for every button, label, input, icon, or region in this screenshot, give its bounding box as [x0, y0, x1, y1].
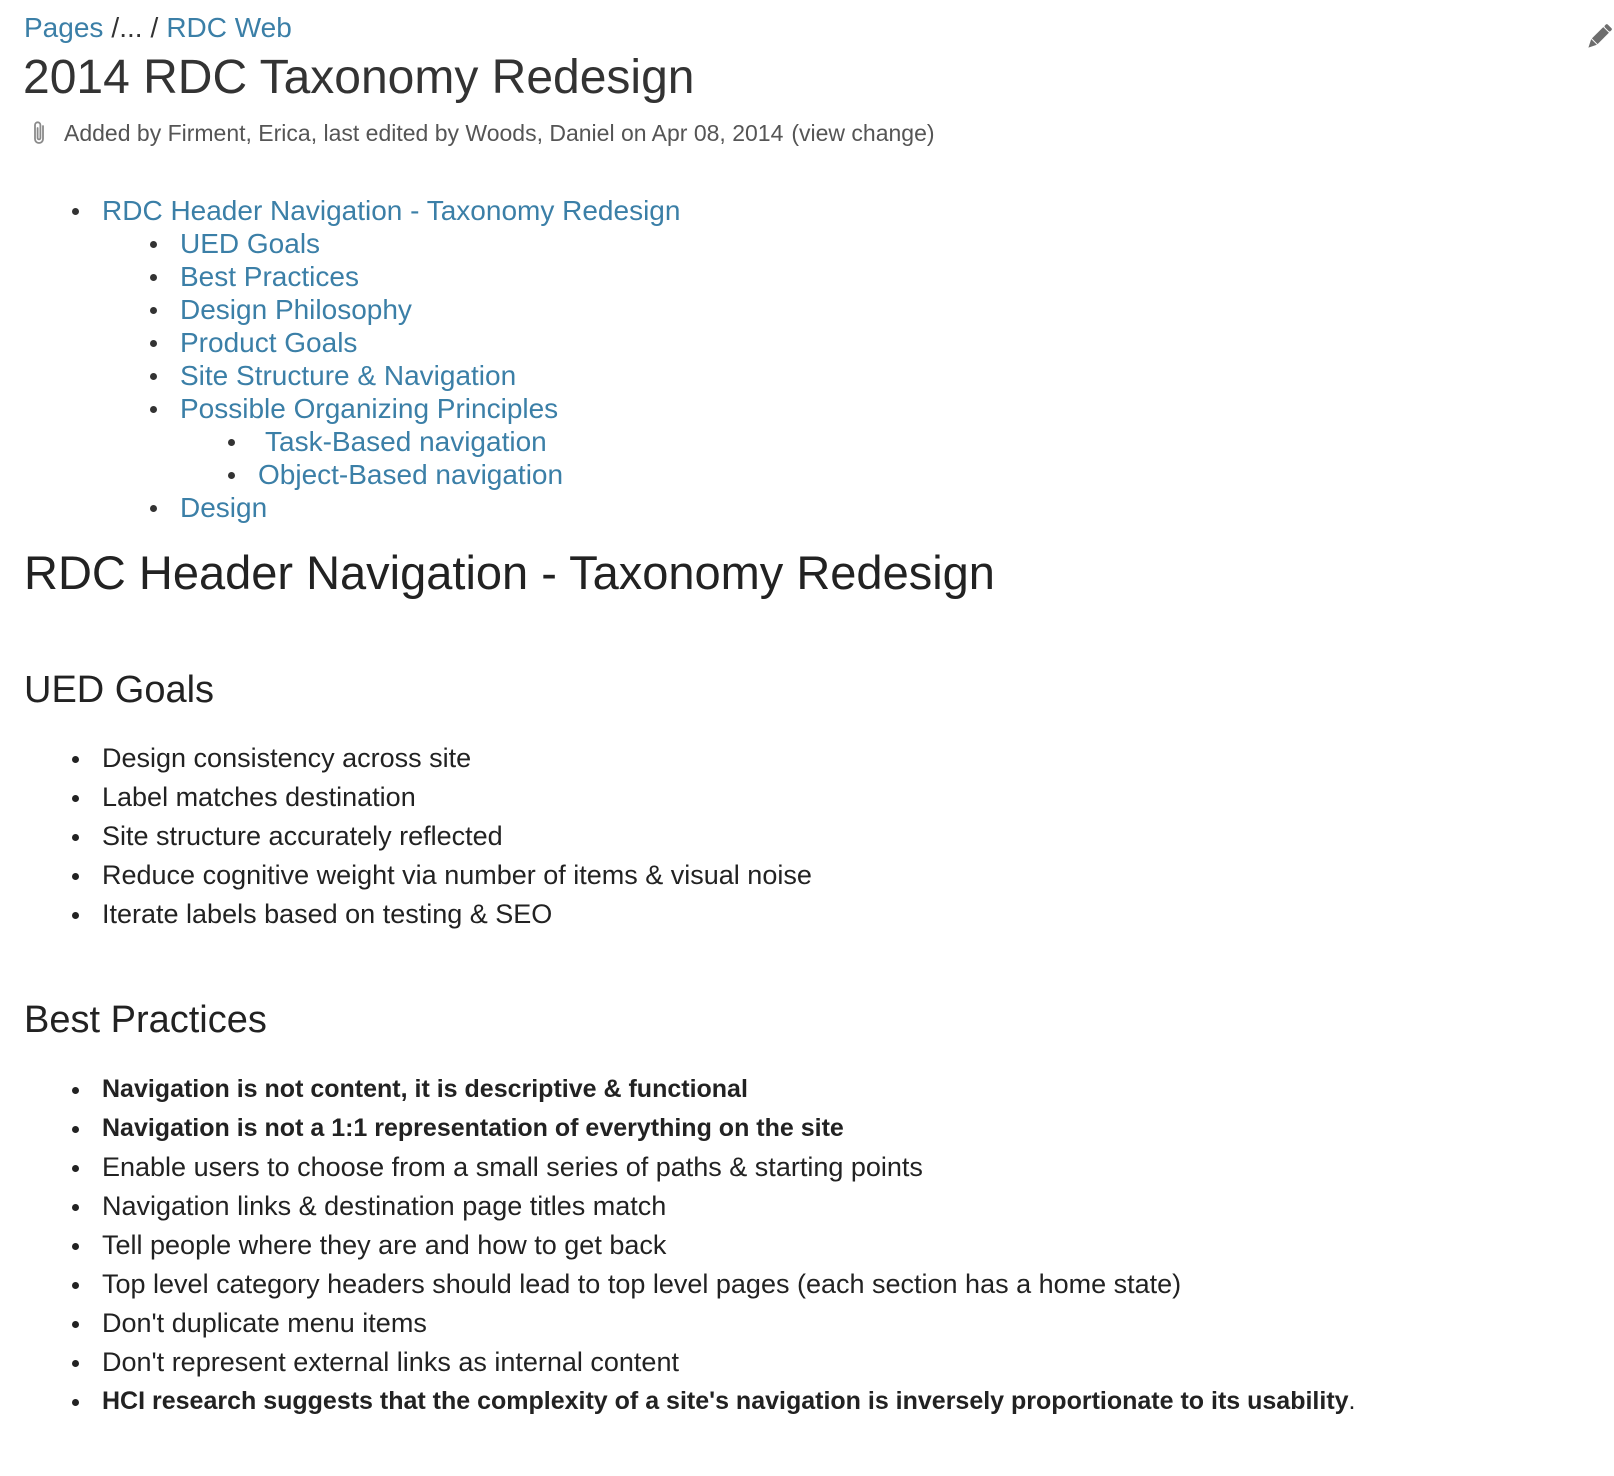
list-item-text: Label matches destination [102, 782, 416, 812]
bullet [150, 307, 157, 314]
list-item-text [102, 1109, 844, 1148]
list-item-text: Iterate labels based on testing & SEO [102, 899, 553, 929]
bullet [72, 1165, 79, 1172]
breadcrumb-rdc-web-link[interactable]: RDC Web [166, 12, 292, 43]
bullet [72, 1126, 79, 1133]
toc-link[interactable]: RDC Header Navigation - Taxonomy Redesign [102, 195, 681, 226]
list-item-text-content: Navigation is not content, it is descriptive & functional [102, 1075, 748, 1103]
page-metadata [30, 118, 935, 148]
toc-link[interactable]: Product Goals [180, 327, 358, 358]
breadcrumb-separator: / [111, 12, 120, 43]
breadcrumb [24, 10, 292, 46]
list-item-text: Site structure accurately reflected [102, 821, 503, 851]
bullet [72, 1204, 79, 1211]
bullet [150, 274, 157, 281]
list-item-text-content: Don't duplicate menu items [102, 1308, 427, 1338]
bullet [150, 373, 157, 380]
list-item-text-content: HCI research suggests that the complexity of a site's navigation is inversely proportionate to its usability [102, 1387, 1349, 1415]
breadcrumb-pages-link[interactable]: Pages [24, 12, 104, 43]
bullet [72, 1321, 79, 1328]
list-item-text-content: Enable users to choose from a small series of paths & starting points [102, 1152, 923, 1182]
bullet [72, 1360, 79, 1367]
section-heading-best-practices: Best Practices [24, 999, 267, 1041]
page-title: 2014 RDC Taxonomy Redesign [23, 51, 695, 104]
list-item-text [102, 1343, 679, 1382]
pencil-icon[interactable] [1585, 22, 1613, 52]
list-item-text-content: Tell people where they are and how to get back [102, 1230, 667, 1260]
bullet [150, 505, 157, 512]
toc-link[interactable]: Task-Based navigation [265, 426, 547, 457]
section-heading-ued-goals: UED Goals [24, 669, 215, 711]
list-item-text: Reduce cognitive weight via number of items & visual noise [102, 860, 812, 890]
bullet [150, 340, 157, 347]
section-heading-header-navigation: RDC Header Navigation - Taxonomy Redesign [24, 546, 995, 599]
bullet [72, 1087, 79, 1094]
bullet [72, 208, 79, 215]
bullet [228, 439, 235, 446]
list-item-text [102, 1265, 1181, 1304]
bullet [150, 406, 157, 413]
toc-link[interactable]: Design Philosophy [180, 294, 412, 325]
bullet [72, 1243, 79, 1250]
breadcrumb-separator: / [150, 12, 159, 43]
list-item-text-content: Navigation links & destination page titles match [102, 1191, 667, 1221]
toc-link[interactable]: Object-Based navigation [258, 459, 564, 490]
list-item-text [102, 1382, 1356, 1421]
list-item-text-content: Navigation is not a 1:1 representation of everything on the site [102, 1114, 844, 1142]
toc-link[interactable]: Possible Organizing Principles [180, 393, 559, 424]
toc-link[interactable]: Design [180, 492, 268, 523]
list-item-trailing: . [1348, 1387, 1356, 1415]
bullet [228, 472, 235, 479]
list-item-text [102, 1304, 427, 1343]
breadcrumb-ellipsis[interactable]: ... [119, 12, 143, 43]
bullet [72, 873, 79, 880]
list-item-text [102, 1226, 666, 1265]
list-item-text [102, 1148, 923, 1187]
bullet [72, 912, 79, 919]
bullet [72, 756, 79, 763]
view-change-link[interactable]: (view change) [791, 120, 935, 146]
paperclip-icon[interactable] [30, 119, 50, 147]
bullet [72, 1399, 79, 1406]
list-item-text-content: Top level category headers should lead to top level pages (each section has a home state) [102, 1269, 1182, 1299]
bullet [150, 241, 157, 248]
page-meta-text: Added by Firment, Erica, last edited by Woods, Daniel on Apr 08, 2014 [64, 120, 784, 146]
list-item-text: Design consistency across site [102, 743, 472, 773]
list-item-text [102, 1187, 666, 1226]
bullet [72, 795, 79, 802]
toc-link[interactable]: Best Practices [180, 261, 359, 292]
bullet [72, 1282, 79, 1289]
list-item-text [102, 1070, 748, 1109]
list-item-text-content: Don't represent external links as internal content [102, 1347, 679, 1377]
bullet [72, 834, 79, 841]
toc-link[interactable]: Site Structure & Navigation [180, 360, 517, 391]
toc-link[interactable]: UED Goals [180, 228, 321, 259]
